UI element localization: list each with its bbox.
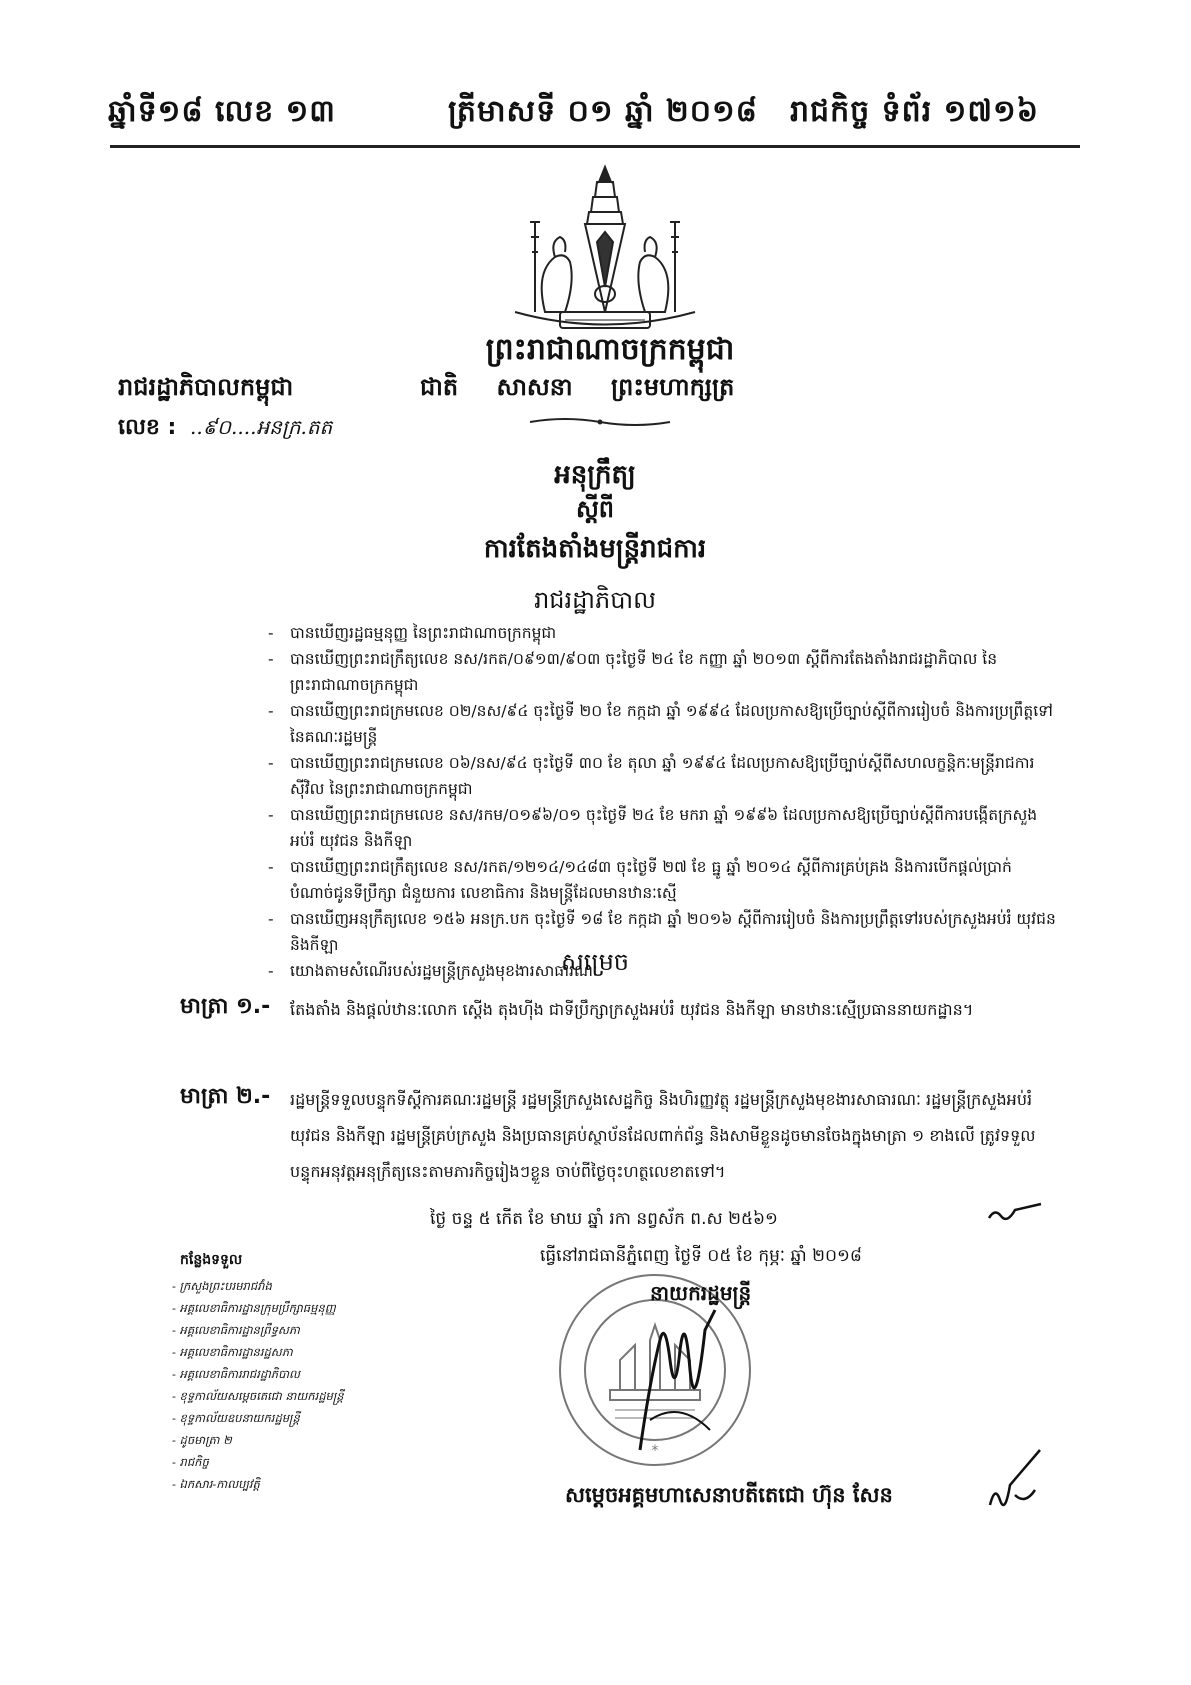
article-2-label: មាត្រា ២.-: [180, 1084, 271, 1109]
svg-text:*: *: [651, 1443, 659, 1459]
document-subject: ការតែងតាំងមន្ត្រីរាជការ: [483, 534, 707, 564]
signature-icon: [620, 1300, 730, 1460]
visa-item: - បានឃើញព្រះរាជក្រមលេខ នស/រកម/០១៩៦/០១ ចុះថ្ងៃទី ២៤ ខែ មករា ឆ្នាំ ១៩៩៦ ដែលប្រកាសឱ្យប្រើច្បាប់ស្តីពីការបង្កើតក្រសួងអប់រំ យុវជន និងកីឡា: [268, 802, 1058, 854]
visa-item: - បានឃើញព្រះរាជក្រមលេខ ០៦/នស/៩៤ ចុះថ្ងៃទី ៣០ ខែ តុលា ឆ្នាំ ១៩៩៤ ដែលប្រកាសឱ្យប្រើច្បាប់ស្តីពីសហលក្ខន្តិកៈមន្ត្រីរាជការស៊ីវិល នៃព្រះរាជាណាចក្រកម្ពុជា: [268, 750, 1058, 802]
decides-heading: សម្រេច: [560, 948, 630, 976]
initial-mark-icon: [985, 1198, 1045, 1228]
prime-minister-title: នាយករដ្ឋមន្ត្រី: [650, 1281, 752, 1305]
gazette-year-issue: ឆ្នាំទី១៨ លេខ ១៣: [108, 94, 336, 129]
recipient-item: - រាជកិច្ច: [172, 1451, 344, 1473]
motto-ornament-icon: [525, 416, 675, 428]
lunar-date: ថ្ងៃ ចន្ទ ៥ កើត ខែ មាឃ ឆ្នាំ រកា នព្វស័ក ព.ស ២៥៦១: [430, 1209, 778, 1229]
recipient-item: - ក្រសួងព្រះបរមរាជវាំង: [172, 1275, 344, 1297]
document-type: អនុក្រឹត្យ: [554, 460, 636, 490]
government-name: រាជរដ្ឋាភិបាលកម្ពុជា: [118, 373, 294, 401]
recipient-item: - អគ្គលេខាធិការដ្ឋានរដ្ឋសភា: [172, 1341, 344, 1363]
visa-item: - បានឃើញព្រះរាជក្រឹត្យលេខ នស/រកត/១២១៤/១៤៨៣ ចុះថ្ងៃទី ២៧ ខែ ធ្នូ ឆ្នាំ ២០១៤ ស្តីពីការគ្រប់គ្រង និងការបើកផ្តល់ប្រាក់បំណាច់ជូនទីប្រឹក្សា ជំនួយការ លេខាធិការ និងមន្ត្រីដែលមានឋានៈស្មើ: [268, 854, 1058, 906]
recipient-item: - អគ្គលេខាធិការរាជរដ្ឋាភិបាល: [172, 1363, 344, 1385]
kingdom-title: ព្រះរាជាណាចក្រកម្ពុជា: [485, 332, 735, 367]
header-rule: [110, 145, 1080, 148]
visa-item: - បានឃើញអនុក្រឹត្យលេខ ១៥៦ អនក្រ.បក ចុះថ្ងៃទី ១៨ ខែ កក្កដា ឆ្នាំ ២០១៦ ស្តីពីការរៀបចំ និងការប្រព្រឹត្តទៅរបស់ក្រសួងអប់រំ យុវជន និងកីឡា: [268, 906, 1058, 958]
document-number-value: ..៩០....អនក្រ.តត: [190, 415, 333, 439]
royal-coat-of-arms-icon: [505, 162, 705, 332]
recipients-list: [172, 1275, 344, 1495]
visas-list: [268, 620, 1058, 984]
national-motto: ជាតិ សាសនា ព្រះមហាក្សត្រ: [420, 373, 735, 401]
recipients-heading: កន្លែងទទួល: [180, 1252, 243, 1268]
gazette-quarter: ត្រីមាសទី ០១ ឆ្នាំ ២០១៨: [448, 94, 758, 129]
recipient-item: - អគ្គលេខាធិការដ្ឋានព្រឹទ្ធសភា: [172, 1319, 344, 1341]
government-heading: រាជរដ្ឋាភិបាល: [534, 586, 656, 614]
visa-item: - យោងតាមសំណើរបស់រដ្ឋមន្ត្រីក្រសួងមុខងារសាធារណៈ: [268, 958, 1058, 984]
article-1-text: តែងតាំង និងផ្តល់ឋានៈលោក ស្តើង តុងហ៊ីង ជាទីប្រឹក្សាក្រសួងអប់រំ យុវជន និងកីឡា មានឋានៈស្មើប្រធាននាយកដ្ឋាន។: [290, 1000, 974, 1019]
gazette-page: រាជកិច្ច ទំព័រ ១៧១៦: [790, 94, 1039, 129]
recipient-item: - ខុទ្ទកាល័យសម្តេចតេជោ នាយករដ្ឋមន្ត្រី: [172, 1385, 344, 1407]
article-2-text: រដ្ឋមន្ត្រីទទួលបន្ទុកទីស្តីការគណៈរដ្ឋមន្ត្រី រដ្ឋមន្ត្រីក្រសួងសេដ្ឋកិច្ច និងហិរញ្ញវត្ថុ រដ្ឋមន្ត្រីក្រសួងមុខងារសាធារណៈ រដ្ឋមន្ត្រីក្រសួងអប់រំ យុវជន និងកីឡា រដ្ឋមន្ត្រីគ្រប់ក្រសួង និងប្រធានគ្រប់ស្ថាប័នដែលពាក់ព័ន្ធ និងសាមីខ្លួនដូចមានចែងក្នុងមាត្រា ១ ខាងលើ ត្រូវទទួលបន្ទុកអនុវត្តអនុក្រឹត្យនេះតាមភារកិច្ចរៀងៗខ្លួន ចាប់ពីថ្ងៃចុះហត្ថលេខាតទៅ។: [290, 1090, 1036, 1181]
recipient-item: - ខុទ្ទកាល័យឧបនាយករដ្ឋមន្ត្រី: [172, 1407, 344, 1429]
visa-item: - បានឃើញព្រះរាជក្រឹត្យលេខ នស/រកត/០៩១៣/៩០៣ ចុះថ្ងៃទី ២៤ ខែ កញ្ញា ឆ្នាំ ២០១៣ ស្តីពីការតែងតាំងរាជរដ្ឋាភិបាល នៃព្រះរាជាណាចក្រកម្ពុជា: [268, 646, 1058, 698]
recipient-item: - ឯកសារ-កាលប្បវត្តិ: [172, 1473, 344, 1495]
initial-mark-icon: [980, 1445, 1050, 1515]
concerning-label: ស្តីពី: [575, 495, 615, 523]
visa-item: - បានឃើញរដ្ឋធម្មនុញ្ញ នៃព្រះរាជាណាចក្រកម្ពុជា: [268, 620, 1058, 646]
prime-minister-name: សម្តេចអគ្គមហាសេនាបតីតេជោ ហ៊ុន សែន: [565, 1483, 893, 1507]
recipient-item: - ដូចមាត្រា ២: [172, 1429, 344, 1451]
recipient-item: - អគ្គលេខាធិការដ្ឋានក្រុមប្រឹក្សាធម្មនុញ្ញ: [172, 1297, 344, 1319]
signing-place-date: ធ្វើនៅរាជធានីភ្នំពេញ ថ្ងៃទី ០៥ ខែ កុម្ភៈ ឆ្នាំ ២០១៨: [540, 1246, 862, 1266]
document-number-label: លេខ :: [118, 415, 177, 440]
visa-item: - បានឃើញព្រះរាជក្រមលេខ ០២/នស/៩៤ ចុះថ្ងៃទី ២០ ខែ កក្កដា ឆ្នាំ ១៩៩៤ ដែលប្រកាសឱ្យប្រើច្បាប់ស្តីពីការរៀបចំ និងការប្រព្រឹត្តទៅ នៃគណៈរដ្ឋមន្ត្រី: [268, 698, 1058, 750]
article-1-label: មាត្រា ១.-: [180, 994, 271, 1019]
